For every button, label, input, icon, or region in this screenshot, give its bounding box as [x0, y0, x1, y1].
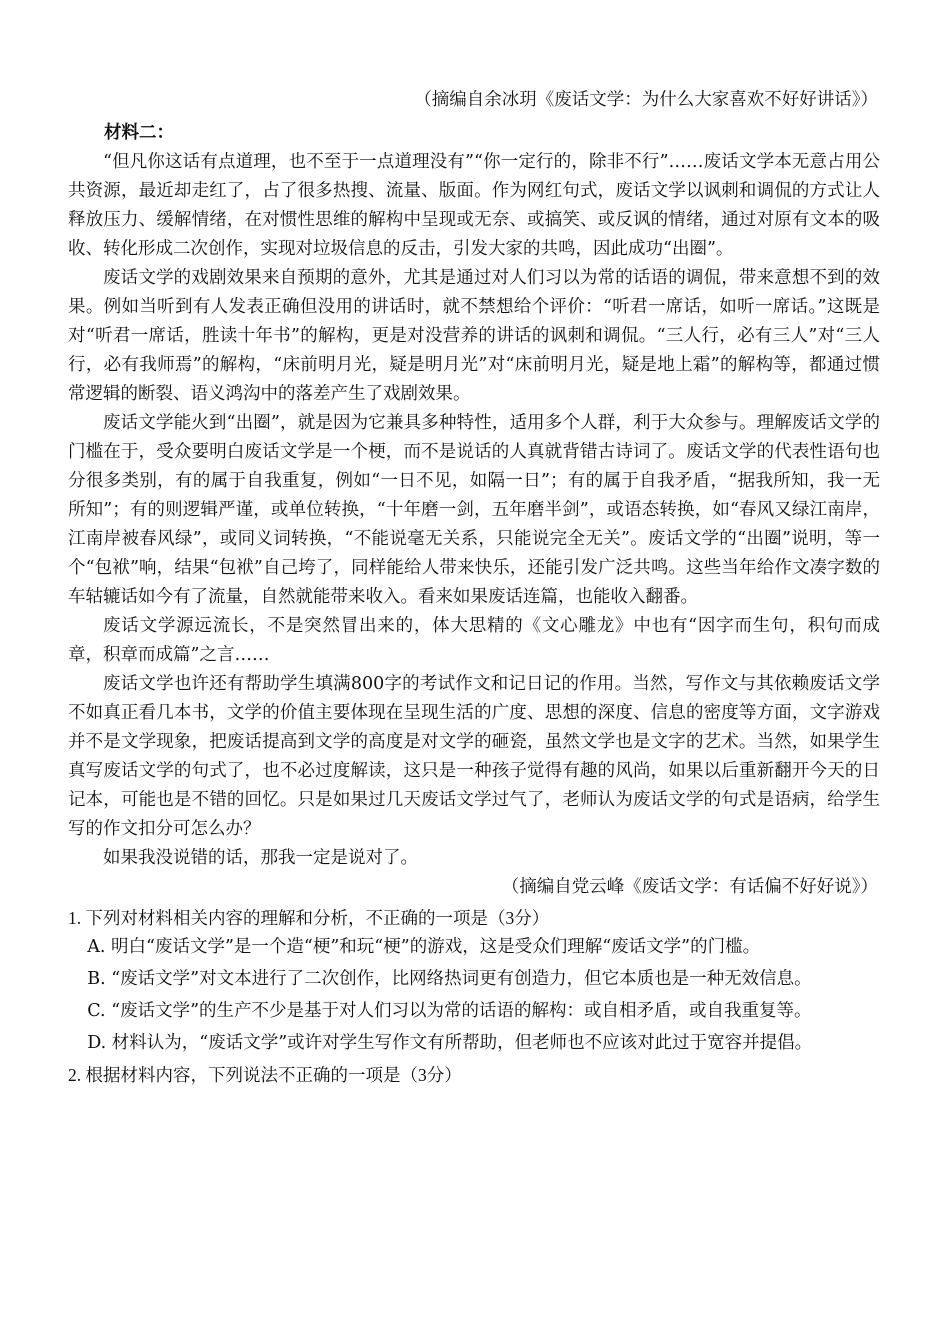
question-1-stem: 1. 下列对材料相关内容的理解和分析，不正确的一项是（3分） [68, 908, 550, 928]
questions-section [68, 904, 880, 1090]
question-1-option-c: C. “废话文学”的生产不少是基于对人们习以为常的话语的解构：或自相矛盾，或自我重复等。 [87, 1001, 812, 1021]
question-1-option-a: A. 明白“废话文学”是一个造“梗”和玩“梗”的游戏，这是受众们理解“废话文学”的门槛。 [87, 937, 761, 957]
question-1-option-d: D. 材料认为，“废话文学”或许对学生写作文有所帮助，但老师也不应该对此过于宽容并提倡。 [87, 1033, 813, 1053]
paragraph-5: 废话文学也许还有帮助学生填满800字的考试作文和记日记的作用。当然，写作文与其依赖废话文学不如真正看几本书，文学的价值主要体现在呈现生活的广度、思想的深度、信息的密度等方面，文字游戏并不是文学现象，把废话提高到文学的高度是对文学的砸瓷，虽然文学也是文字的艺术。当然，如果学生真写废话文学的句式了，也不必过度解读，这只是一种孩子觉得有趣的风尚，如果以后重新翻开今天的日记本，可能也是不错的回忆。只是如果过几天废话文学过气了，老师认为废话文学的句式是语病，给学生写的作文扣分可怎么办？ [68, 674, 880, 839]
question-2-stem: 2. 根据材料内容，下列说法不正确的一项是（3分） [68, 1065, 462, 1085]
material-two-heading: 材料二： [104, 123, 174, 143]
question-1-option-b: B. “废话文学”对文本进行了二次创作，比网络热词更有创造力，但它本质也是一种无效信息。 [87, 969, 812, 989]
paragraph-6: 如果我没说错的话，那我一定是说对了。 [103, 848, 418, 868]
reading-content [68, 86, 880, 1090]
source-citation-top: （摘编自余冰玥《废话文学：为什么大家喜欢不好好讲话》） [414, 90, 878, 110]
source-citation-bottom: （摘编自党云峰《废话文学：有话偏不好好说》） [501, 877, 878, 897]
paragraph-3: 废话文学能火到“出圈”，就是因为它兼具多种特性，适用多个人群，利于大众参与。理解废话文学的门槛在于，受众要明白废话文学是一个梗，而不是说话的人真就背错古诗词了。废话文学的代表性语句也分很多类别，有的属于自我重复，例如“一日不见，如隔一日”；有的属于自我矛盾，“据我所知，我一无所知”；有的则逻辑严谨，或单位转换，“十年磨一剑，五年磨半剑”，或语态转换，如“春风又绿江南岸，江南岸被春风绿”，或同义词转换，“不能说毫无关系，只能说完全无关”。废话文学的“出圈”说明，等一个“包袱”响，结果“包袱”自己垮了，同样能给人带来快乐，还能引发广泛共鸣。这些当年给作文凑字数的车轱辘话如今有了流量，自然就能带来收入。看来如果废话连篇，也能收入翻番。 [68, 413, 880, 607]
paragraph-4: 废话文学源远流长，不是突然冒出来的，体大思精的《文心雕龙》中也有“因字而生句，积句而成章，积章而成篇”之言…… [68, 616, 880, 665]
question-1-options [68, 933, 880, 1058]
paragraph-1: “但凡你这话有点道理，也不至于一点道理没有”“你一定行的，除非不行”……废话文学本无意占用公共资源，最近却走红了，占了很多热搜、流量、版面。作为网红句式，废话文学以讽刺和调侃的方式让人释放压力、缓解情绪，在对惯性思维的解构中呈现或无奈、或搞笑、或反讽的情绪，通过对原有文本的吸收、转化形成二次创作，实现对垃圾信息的反击，引发大家的共鸣，因此成功“出圈”。 [68, 152, 880, 259]
paragraph-2: 废话文学的戏剧效果来自预期的意外，尤其是通过对人们习以为常的话语的调侃，带来意想不到的效果。例如当听到有人发表正确但没用的讲话时，就不禁想给个评价：“听君一席话，如听一席话。”这既是对“听君一席话，胜读十年书”的解构，更是对没营养的讲话的讽刺和调侃。“三人行，必有三人”对“三人行，必有我师焉”的解构，“床前明月光，疑是明月光”对“床前明月光，疑是地上霜”的解构等，都通过惯常逻辑的断裂、语义鸿沟中的落差产生了戏剧效果。 [68, 268, 880, 404]
